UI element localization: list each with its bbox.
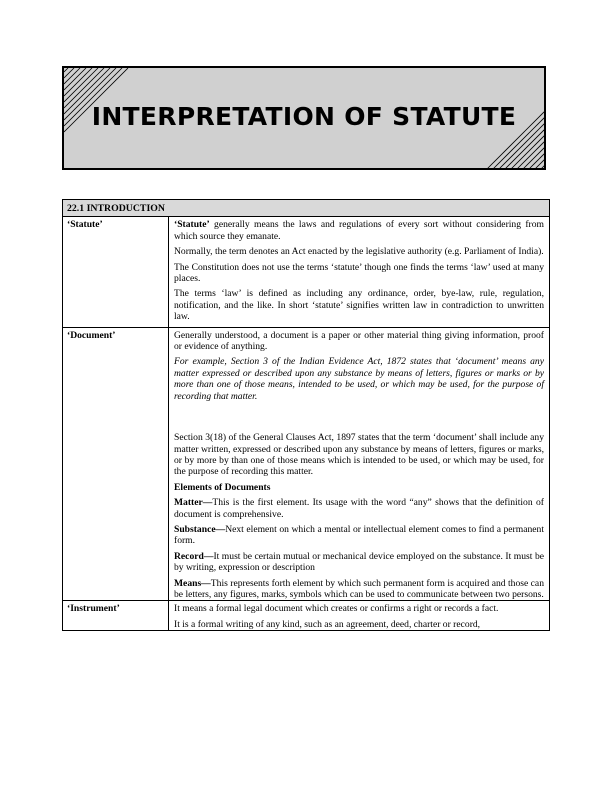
definition-document xyxy=(169,327,550,601)
element-label: Means— xyxy=(174,577,211,589)
table-row xyxy=(63,217,550,327)
example-paragraph: For example, Section 3 of the Indian Evidence Act, 1872 states that ‘document’ means any matter expressed or described upon any substance by means of letters, figures or marks or by more than one of those means, intended to be used, or which may be used, for the purpose of recording that matter. xyxy=(174,356,544,402)
introduction-table xyxy=(62,199,550,631)
section-heading: 22.1 INTRODUCTION xyxy=(63,200,550,217)
definition-statute xyxy=(169,217,550,327)
chapter-title-banner xyxy=(62,66,546,170)
paragraph: It means a formal legal document which creates or confirms a right or records a fact. xyxy=(174,603,499,615)
element-paragraph xyxy=(174,551,544,574)
element-label: Record— xyxy=(174,550,214,562)
paragraph-text: generally means the laws and regulations of every sort without considering from which source they emanate. xyxy=(174,219,544,242)
element-text: Next element on which a mental or intellectual element comes to find a permanent form. xyxy=(174,523,544,547)
paragraph: It is a formal writing of any kind, such as an agreement, deed, charter or record, xyxy=(174,618,481,630)
element-text: This represents forth element by which such permanent form is acquired and those can be letters, any figures, marks, symbols which can be used to communicate between two persons. xyxy=(174,577,544,600)
table-row xyxy=(63,601,550,631)
table-row xyxy=(63,327,550,601)
paragraph: Section 3(18) of the General Clauses Act, 1897 states that the term ‘document’ shall include any matter written, expressed or described upon any substance by means of letters, figures or marks, or by more by than one of those means which is intended to be used, or which may be used, for the purpose of recording this matter. xyxy=(174,432,544,478)
element-text: It must be certain mutual or mechanical device employed on the substance. It must be by writing, expression or description xyxy=(174,550,544,574)
chapter-title: INTERPRETATION OF STATUTE xyxy=(91,102,517,131)
element-text: This is the first element. Its usage with the word “any” shows that the definition of document is comprehensive. xyxy=(174,497,544,520)
element-label: Substance— xyxy=(174,523,226,535)
definition-instrument xyxy=(169,601,550,631)
lead-term: ‘Statute’ xyxy=(174,219,210,231)
element-paragraph xyxy=(174,524,544,547)
term-instrument: ‘Instrument’ xyxy=(63,601,169,631)
paragraph: Normally, the term denotes an Act enacted by the legislative authority (e.g. Parliament of India). xyxy=(174,246,544,258)
element-paragraph xyxy=(174,497,544,520)
paragraph: Generally understood, a document is a paper or other material thing giving information, proof or evidence of anything. xyxy=(174,329,544,353)
subheading-elements: Elements of Documents xyxy=(174,481,271,493)
term-statute: ‘Statute’ xyxy=(63,217,169,327)
element-paragraph xyxy=(174,578,544,601)
paragraph: The terms ‘law’ is defined as including any ordinance, order, bye-law, rule, regulation, notification, and the like. In short ‘statute’ signifies written law in contradiction to unwritten law. xyxy=(174,288,544,323)
term-document: ‘Document’ xyxy=(63,327,169,601)
paragraph xyxy=(174,219,544,242)
element-label: Matter— xyxy=(174,497,213,509)
section-header-row xyxy=(63,200,550,217)
paragraph: The Constitution does not use the terms ‘statute’ though one finds the terms ‘law’ used at many places. xyxy=(174,261,544,285)
